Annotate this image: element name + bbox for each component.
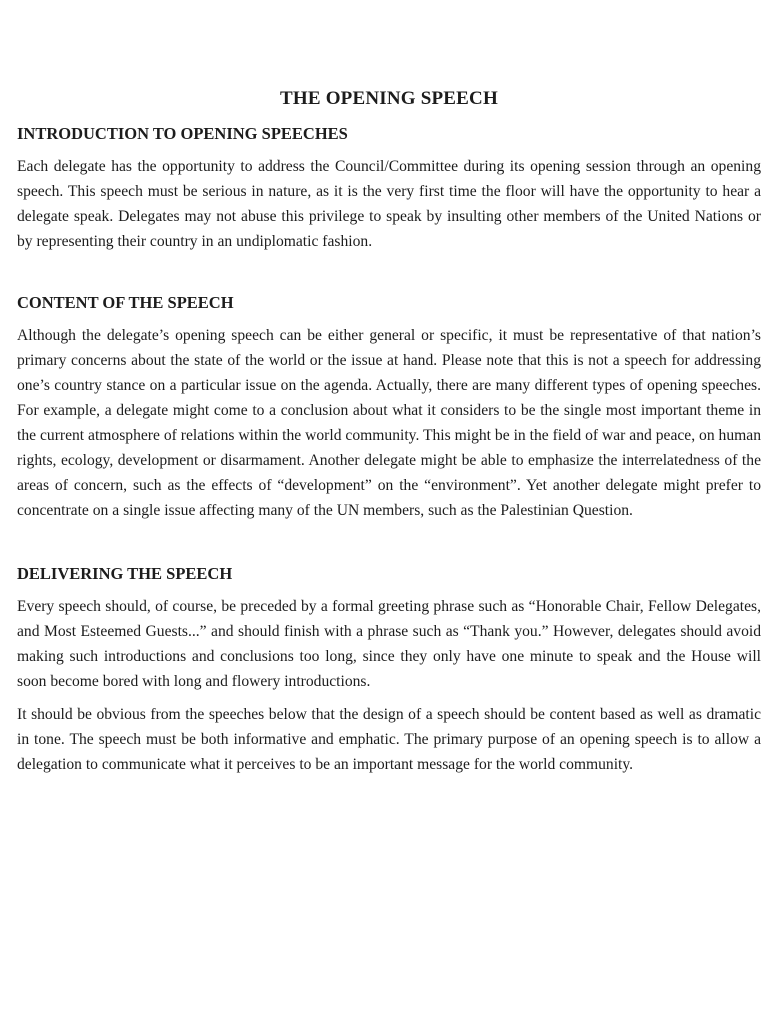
section-spacer <box>17 254 761 293</box>
delivering-paragraph-2: It should be obvious from the speeches below that the design of a speech should be content based as well as dramatic in tone. The speech must be both informative and emphatic. The primary purpose of an opening speech is to allow a delegation to communicate what it perceives to be an important message for the world community. <box>17 706 761 773</box>
introduction-paragraph: Each delegate has the opportunity to address the Council/Committee during its opening session through an opening speech. This speech must be serious in nature, as it is the very first time the floor will have the opportunity to hear a delegate speak. Delegates may not abuse this privilege to speak by insulting other members of the United Nations or by representing their country in an undiplomatic fashion. <box>17 158 761 250</box>
delivering-paragraph-1: Every speech should, of course, be preceded by a formal greeting phrase such as “Honorable Chair, Fellow Delegates, and Most Esteemed Guests...” and should finish with a phrase such as “Thank you.” However, delegates should avoid making such introductions and conclusions too long, since they only have one minute to speak and the House will soon become bored with long and flowery introductions. <box>17 598 761 690</box>
section-heading-introduction: INTRODUCTION TO OPENING SPEECHES <box>17 124 348 143</box>
document-title: THE OPENING SPEECH <box>280 88 498 109</box>
section-delivering <box>17 564 761 777</box>
section-spacer <box>17 523 761 564</box>
paragraph-spacer <box>17 694 761 702</box>
section-heading-content: CONTENT OF THE SPEECH <box>17 293 234 312</box>
document-page <box>17 88 761 777</box>
content-paragraph: Although the delegate’s opening speech can be either general or specific, it must be representative of that nation’s primary concerns about the state of the world or the issue at hand. Please note that this is not a speech for addressing one’s country stance on a particular issue on the agenda. Actually, there are many different types of opening speeches. For example, a delegate might come to a conclusion about what it considers to be the single most important theme in the current atmosphere of relations within the world community. This might be in the field of war and peace, on human rights, ecology, development or disarmament. Another delegate might be able to emphasize the interrelatedness of the areas of concern, such as the effects of “development” on the “environment”. Yet another delegate might prefer to concentrate on a single issue affecting many of the UN members, such as the Palestinian Question. <box>17 327 761 519</box>
section-introduction <box>17 124 761 254</box>
section-heading-delivering: DELIVERING THE SPEECH <box>17 564 233 583</box>
section-content <box>17 293 761 523</box>
